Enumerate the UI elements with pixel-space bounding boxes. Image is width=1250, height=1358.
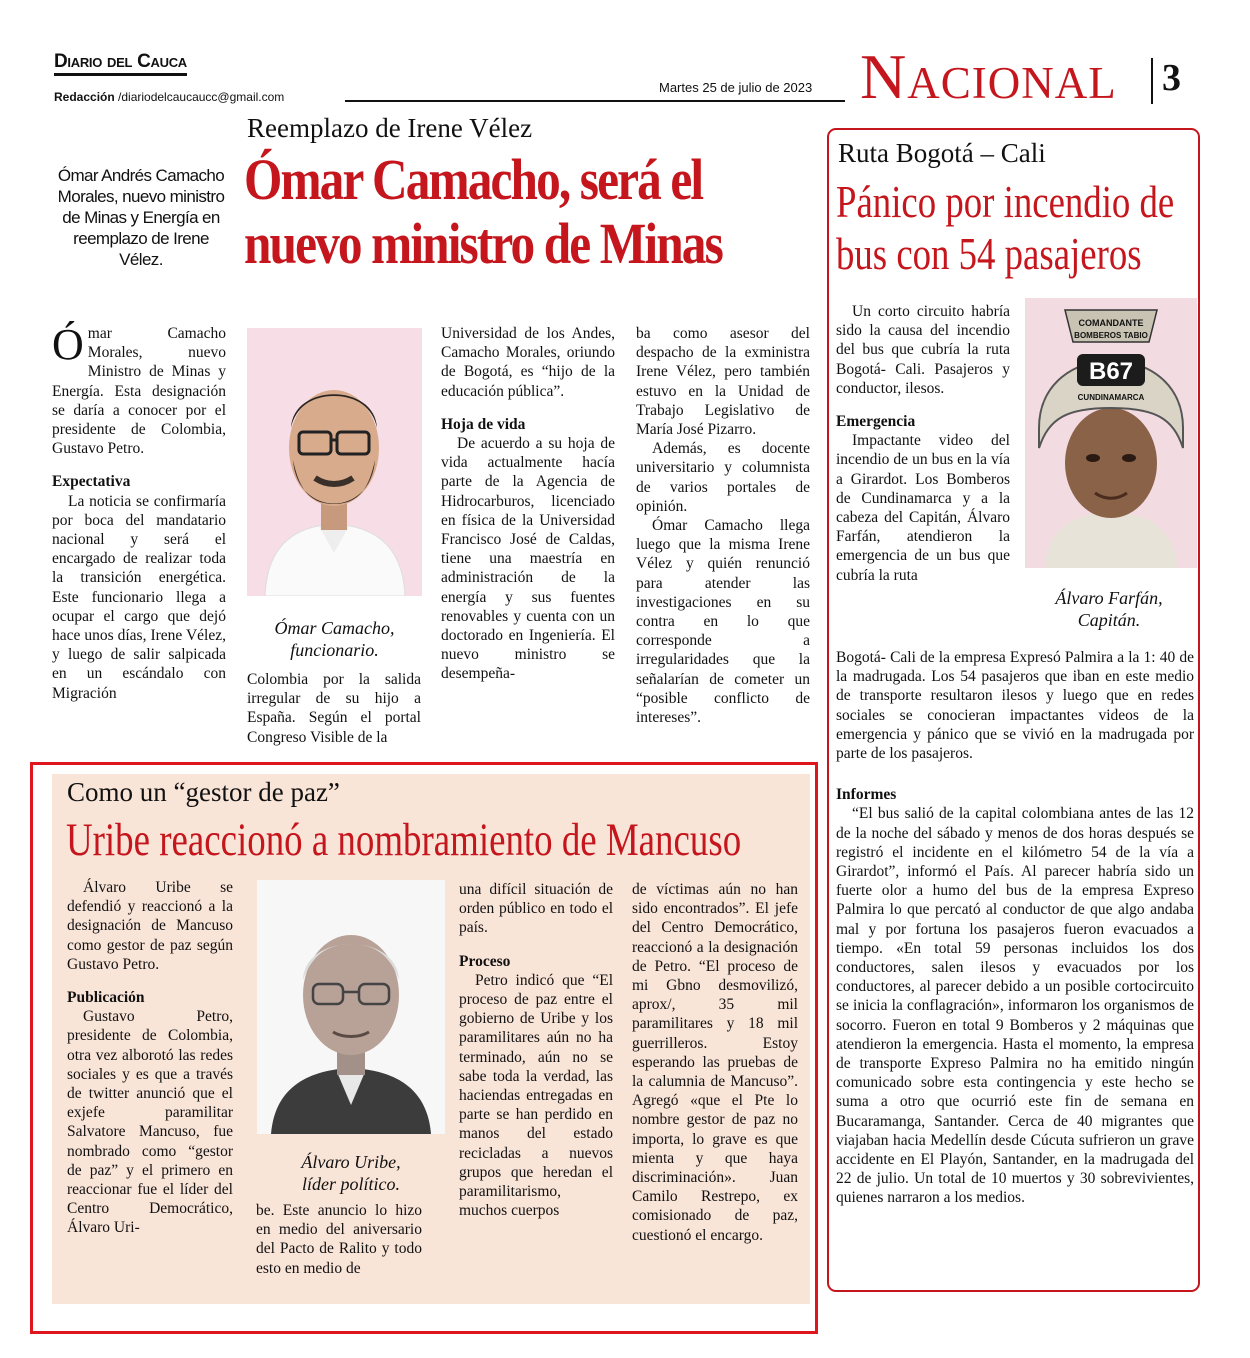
helmet-text-commander: COMANDANTE bbox=[1078, 318, 1144, 328]
firefighter-helmet-icon bbox=[1025, 298, 1197, 568]
main-col1-body: La noticia se confirmaría por boca del mandatario nacional y será el encargado de realizar toda la transición energética. Este funcionario llega a ocupar el cargo que dejó hace unos días, Irene Vélez, y luego de salir salpicada en un escándalo con Migración bbox=[52, 492, 226, 702]
main-col4-lead: ba como asesor del despacho de la exministra Irene Vélez, pero también estuvo en la Unidad de Trabajo Legislativo de María José Pizarro. bbox=[636, 325, 810, 439]
farfan-caption-line1: Álvaro Farfán, bbox=[1055, 588, 1163, 608]
side-headline-line2: bus con 54 pasajeros bbox=[836, 228, 1142, 279]
redaccion-label: Redacción bbox=[54, 90, 115, 104]
main-col3-body: De acuerdo a su hoja de vida actualmente hacía parte de la Agencia de Hidrocarburos, licenciado en física de la Universidad Francisco José de Caldas, tiene una maestría en administración de la energía y sus fuentes renovables y cuenta con un doctorado en Ingeniería. El nuevo ministro se desempeña- bbox=[441, 435, 615, 683]
redaccion-line bbox=[54, 90, 284, 104]
main-col-1 bbox=[52, 320, 226, 703]
helmet-badge: B67 bbox=[1088, 358, 1134, 385]
main-col3-lead: Universidad de los Andes, Camacho Morales, oriundo de Bogotá, es “hijo de la educación pública”. bbox=[441, 325, 615, 400]
subhead-informes: Informes bbox=[836, 786, 897, 804]
main-col-4 bbox=[636, 324, 810, 727]
uribe-caption-line1: Álvaro Uribe, bbox=[301, 1152, 401, 1172]
bottom-col-4 bbox=[632, 880, 798, 1245]
bottom-col1-body: Gustavo Petro, presidente de Colombia, otra vez alborotó las redes sociales y es que a través de twitter anunció que el exjefe paramilitar Salvatore Mancuso, fue nombrado como “gestor de paz” y el primero en reaccionar fue el líder del Centro Democrático, Álvaro Uri- bbox=[67, 1008, 233, 1237]
bottom-col-2 bbox=[256, 1201, 422, 1278]
paper-name: Diario del Cauca bbox=[54, 52, 187, 76]
date: Martes 25 de julio de 2023 bbox=[659, 80, 813, 95]
bottom-col3-lead: una difícil situación de orden público en todo el país. bbox=[459, 881, 613, 937]
camacho-caption bbox=[247, 617, 422, 661]
section-divider bbox=[1151, 58, 1153, 104]
side-col-wide bbox=[836, 648, 1194, 1208]
subhead-expectativa: Expectativa bbox=[52, 473, 131, 491]
subhead-emergencia: Emergencia bbox=[836, 413, 916, 431]
main-col-2 bbox=[247, 670, 421, 747]
page-number: 3 bbox=[1162, 57, 1181, 99]
main-headline-line2: nuevo ministro de Minas bbox=[244, 211, 722, 276]
bottom-col-1 bbox=[67, 878, 233, 1238]
masthead-rule bbox=[345, 100, 845, 102]
camacho-photo bbox=[247, 328, 422, 596]
subhead-hoja-de-vida: Hoja de vida bbox=[441, 415, 526, 433]
side-headline-line1: Pánico por incendio de bbox=[836, 176, 1175, 227]
side-body2: “El bus salió de la capital colombiana antes de las 12 de la noche del sábado y menos de dos horas después se registró el incidente en el kilómetro 54 de la vía a Girardot”, informó el País. Al parecer habría sido un fuerte olor a humo del bus de la empresa Expreso Palmira lo que percató al conductor de que algo andaba mal y por fortuna los pasajeros fueron evacuados a tiempo. «En total 59 personas incluidos los dos conductores, salen ilesos y evacuados por los conductores, al parecer debido a un posible cortocircuito se inicia la conflagración», informaron los organismos de socorro. Fueron en total 9 Bomberos y 2 máquinas que atendieron la emergencia. Hasta el momento, la empresa de transporte Expreso Palmira no ha emitido ningún comunicado sobre esta contingencia y este hecho se suma a otro que ocurrió este fin de semana en Bucaramanga, Santander. Cerca de 40 migrantes que viajaban hacia Medellín desde Cúcuta sufrieron un grave accidente en El Playón, Santander, en la madrugada del 22 de julio. Un total de 10 muertos y 30 sobrevivientes, quienes narraron a los medios. bbox=[836, 805, 1194, 1207]
camacho-caption-line1: Ómar Camacho, bbox=[274, 618, 395, 638]
subhead-proceso: Proceso bbox=[459, 952, 511, 970]
main-headline bbox=[244, 148, 730, 276]
bottom-col-3 bbox=[459, 880, 613, 1220]
camacho-caption-line2: funcionario. bbox=[290, 640, 379, 660]
bottom-kicker: Como un “gestor de paz” bbox=[67, 777, 340, 807]
uribe-portrait-icon bbox=[257, 880, 445, 1134]
bottom-col1-lead: Álvaro Uribe se defendió y reaccionó a la designación de Mancuso como gestor de paz según Gustavo Petro. bbox=[67, 879, 233, 973]
uribe-photo bbox=[257, 880, 445, 1134]
email-link[interactable]: /diariodelcaucaucc@gmail.com bbox=[114, 90, 285, 104]
dropcap: Ó bbox=[52, 320, 84, 369]
bottom-col2-body: be. Este anuncio lo hizo en medio del aniversario del Pacto de Ralito y todo esto en medio de bbox=[256, 1202, 422, 1277]
side-col-narrow bbox=[836, 302, 1010, 585]
side-kicker: Ruta Bogotá – Cali bbox=[838, 138, 1046, 168]
bottom-headline: Uribe reaccionó a nombramiento de Mancuso bbox=[66, 814, 742, 866]
side-body1-narrow: Impactante video del incendio de un bus en la vía a Girardot. Los Bomberos de Cundinamarca y a la cabeza del Capitán, Álvaro Farfán, atendieron la emergencia de un bus que cubría la ruta bbox=[836, 432, 1010, 584]
side-lead: Un corto circuito habría sido la causa del incendio del bus que cubría la ruta Bogotá- Cali. Pasajeros y conductor, ilesos. bbox=[836, 303, 1010, 397]
bottom-col4-body: de víctimas aún no han sido encontrados”. El jefe del Centro Democrático, reaccionó a la designación de Petro. “El proceso de mi Gbno desmovilizó, aprox/, 35 mil paramilitares y 18 mil guerrilleros. Estoy esperando las pruebas de la calumnia de Mancuso”. Agregó «que el Pte lo nombre gestor de paz no importa, lo grave es que mienta y que haya discriminación». Juan Camilo Restrepo, ex comisionado de paz, cuestionó el encargo. bbox=[632, 881, 798, 1244]
uribe-caption bbox=[257, 1151, 445, 1195]
uribe-caption-line2: líder político. bbox=[302, 1174, 400, 1194]
camacho-portrait-icon bbox=[247, 328, 422, 596]
helmet-text-station: BOMBEROS TABIO bbox=[1074, 331, 1148, 340]
main-headline-line1: Ómar Camacho, será el bbox=[244, 147, 703, 212]
farfan-caption bbox=[1020, 587, 1198, 631]
subhead-publicacion: Publicación bbox=[67, 989, 145, 1007]
main-col1-lead: mar Camacho Morales, nuevo Ministro de Minas y Energía. Esta designación se daría a conocer por el presidente de Colombia, Gustavo Petro. bbox=[52, 325, 226, 458]
section-title: Nacional bbox=[860, 41, 1117, 112]
side-headline bbox=[836, 176, 1174, 280]
bottom-col3-body: Petro indicó que “El proceso de paz entre el gobierno de Uribe y los paramilitares aún no ha terminado, aún no se sabe toda la verdad, las haciendas entregadas en parte se han perdido en manos del estado recicladas a nuevos grupos que heredan el paramilitarismo, muchos cuerpos bbox=[459, 971, 613, 1220]
side-body1-wide: Bogotá- Cali de la empresa Expresó Palmira a la 1: 40 de la madrugada. Los 54 pasajeros que iban en este medio de transporte resultaron ilesos y luego que en redes sociales se conocieran impactantes videos de la emergencia y pánico que se vivió en la madrugada por parte de los pasajeros. bbox=[836, 649, 1194, 763]
farfan-caption-line2: Capitán. bbox=[1077, 610, 1141, 630]
main-col2-body: Colombia por la salida irregular de su hijo a España. Según el portal Congreso Visible de la bbox=[247, 671, 421, 746]
main-summary: Ómar Andrés Camacho Morales, nuevo ministro de Minas y Energía en reemplazo de Irene Vélez. bbox=[57, 166, 225, 269]
helmet-text-region: CUNDINAMARCA bbox=[1077, 393, 1145, 402]
main-col4-p3: Ómar Camacho llega luego que la misma Irene Vélez y quién renunció para atender las investigaciones en su contra en lo que corresponde a irregularidades que la señalarían de cometer un “posible conflicto de intereses”. bbox=[636, 517, 810, 727]
main-kicker: Reemplazo de Irene Vélez bbox=[247, 113, 533, 143]
main-col4-p2: Además, es docente universitario y columnista de varios portales de opinión. bbox=[636, 440, 810, 515]
farfan-photo bbox=[1025, 298, 1197, 568]
main-col-3 bbox=[441, 324, 615, 684]
